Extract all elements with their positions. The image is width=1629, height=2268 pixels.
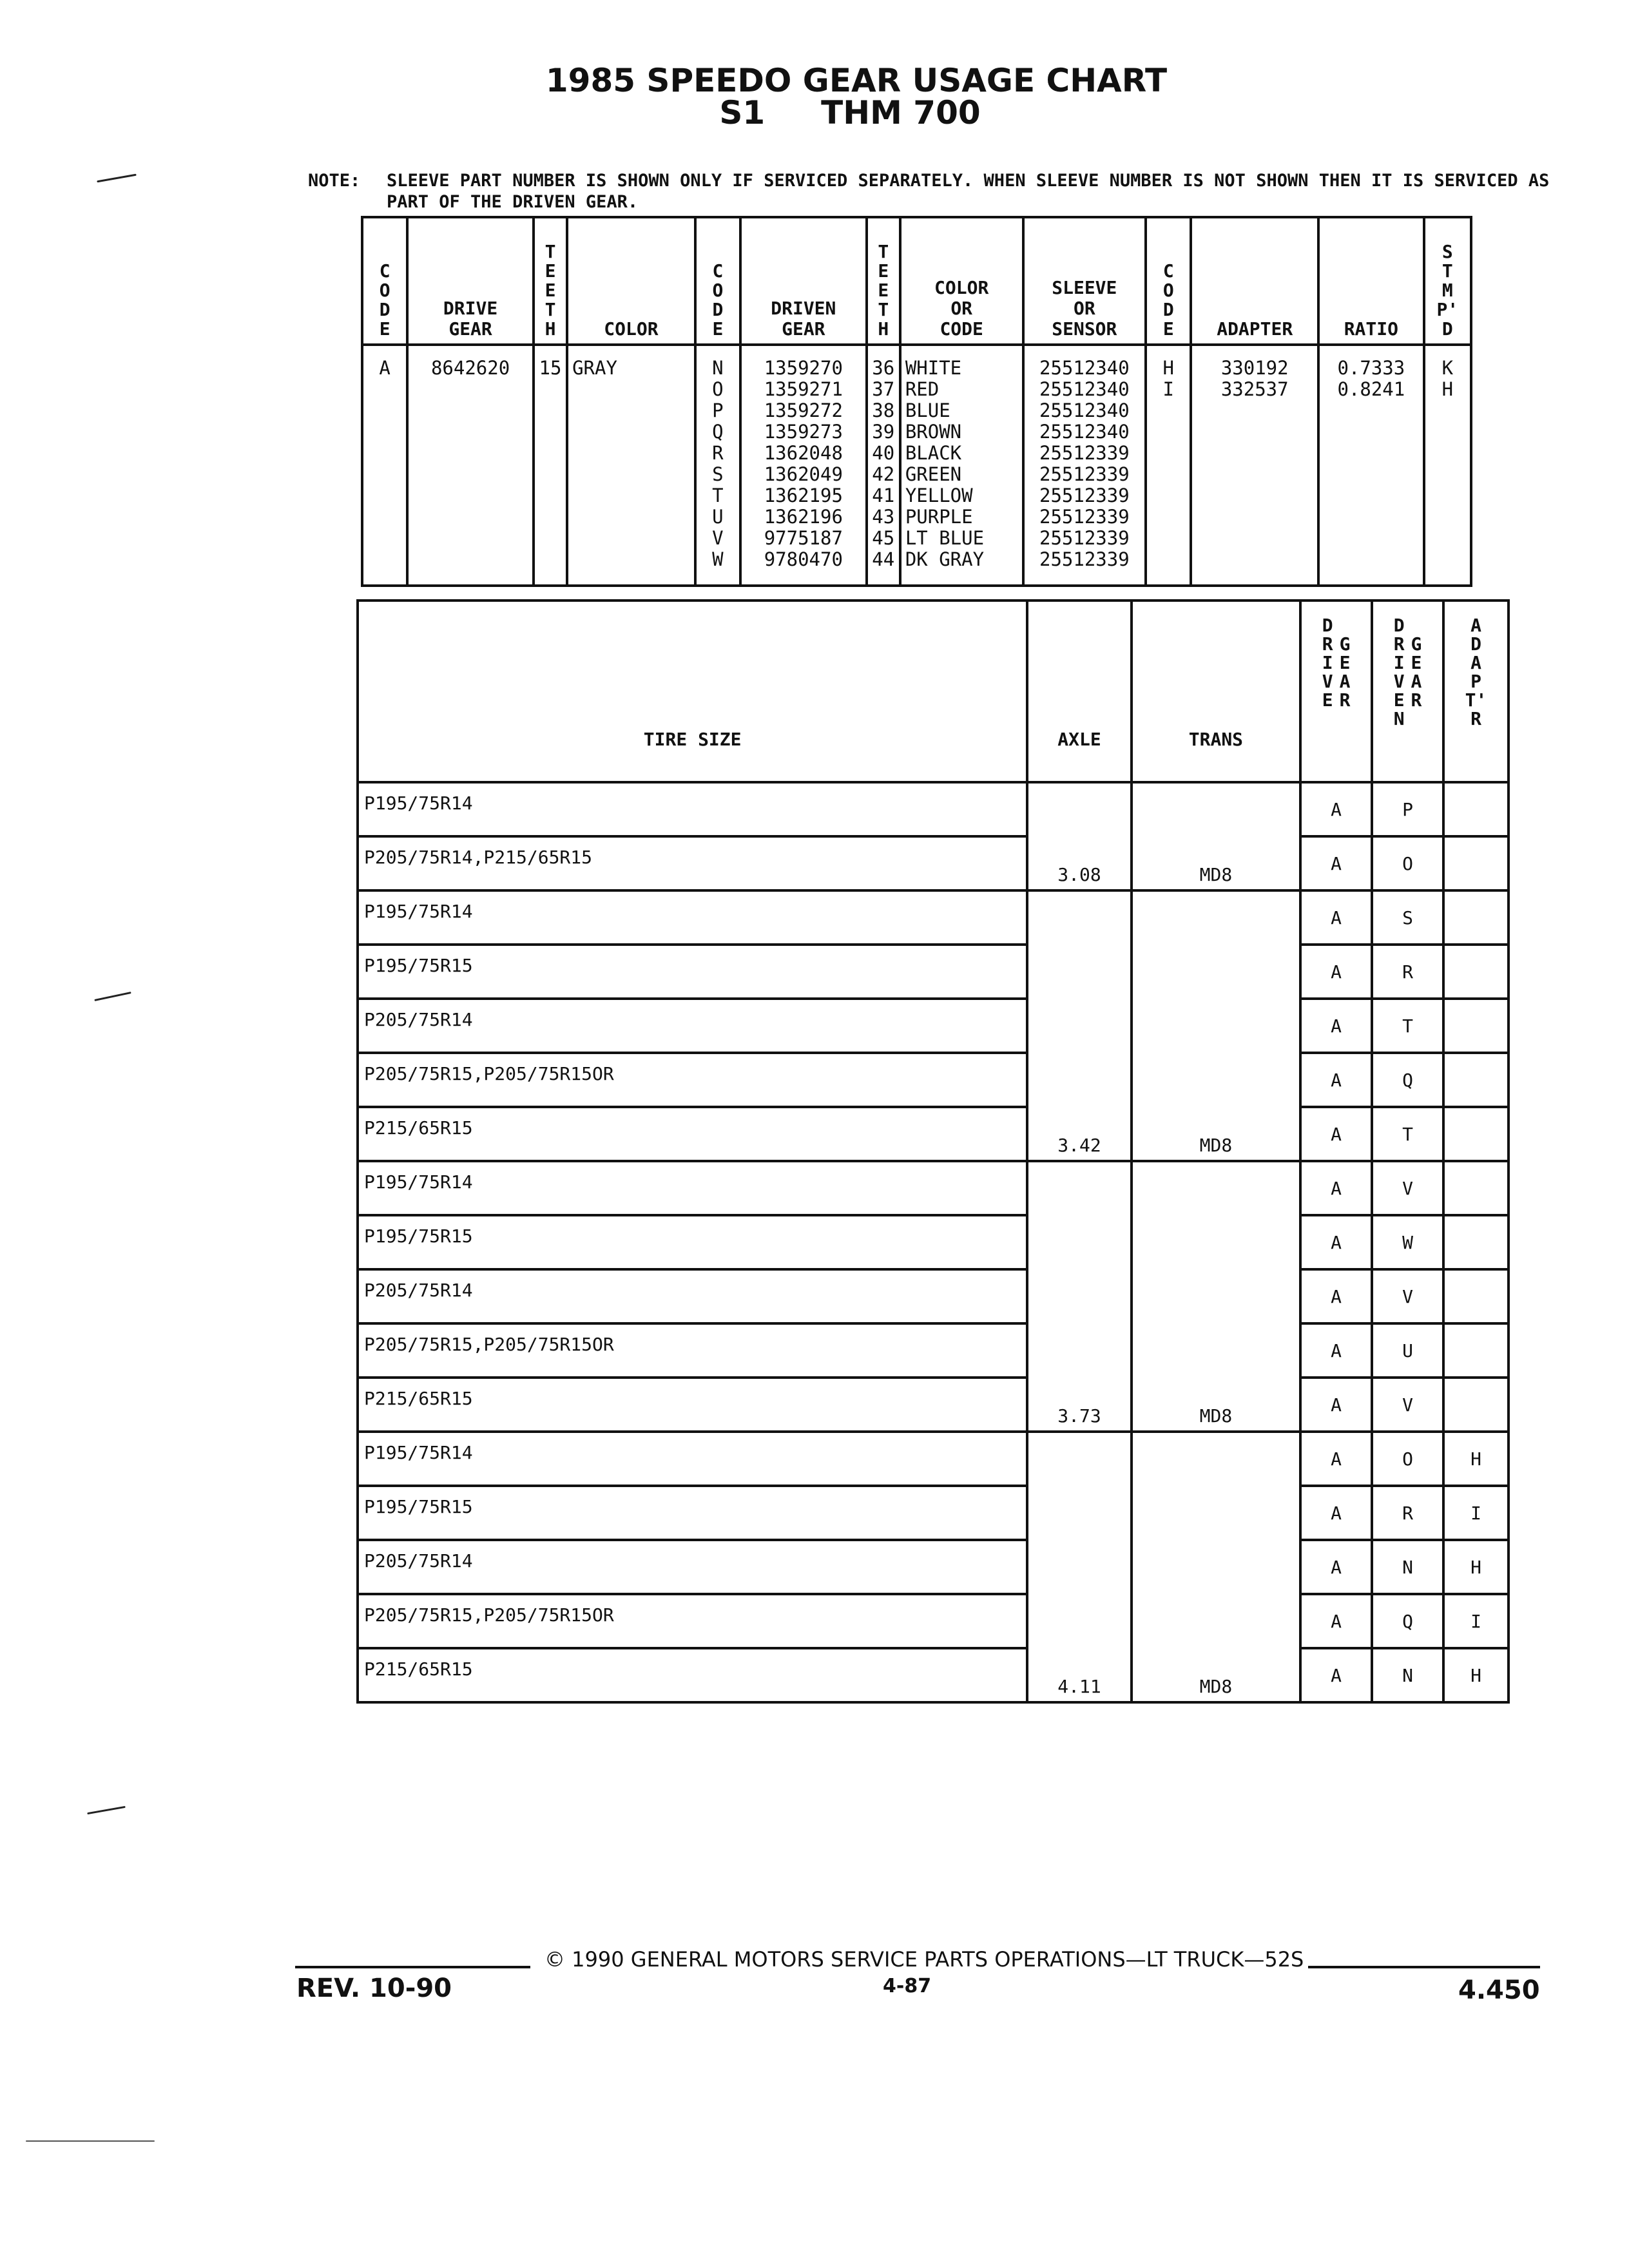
header-letter: OR [1073,298,1095,319]
header-teeth-driven [867,217,900,345]
drive-gear-cell: A [1300,1161,1372,1215]
header-tire-size: TIRE SIZE [358,601,1027,782]
driven-gear-value: W [712,548,724,570]
driven-gear-value: 44 [872,548,895,570]
adapter-ratios [1318,345,1424,586]
driven-gear-value: 9780470 [764,548,843,570]
header-letter: E [545,280,556,301]
scan-edge-mark [26,2140,155,2142]
trans-cell: MD8 [1132,836,1300,890]
drive-gear-cell: A [1300,1378,1372,1432]
header-letter: R [1339,689,1351,711]
header-letter: T [545,299,556,320]
trans-cell [1132,890,1300,945]
note-label: NOTE: [308,171,361,191]
adapter-value: 332537 [1220,378,1289,400]
driven-gear-value: 1359273 [764,421,843,443]
header-letter: E [545,260,556,282]
header-letter: D [379,299,390,320]
driven-gear-value: 41 [872,485,895,506]
header-letter: T [878,299,889,320]
header-letter: A [1470,652,1481,673]
driven-gear-cell: T [1372,1107,1443,1161]
drive-color: GRAY [567,345,695,586]
driven-gear-value: BLACK [905,442,962,464]
adapter-cell: H [1443,1432,1509,1486]
header-letter: GEAR [782,318,825,340]
driven-gear-cell: U [1372,1323,1443,1378]
driven-gear-value: GREEN [905,463,962,485]
tire-size-cell: P205/75R15,P205/75R15OR [358,1594,1027,1648]
trans-cell [1132,1432,1300,1486]
tire-size-cell: P205/75R14 [358,1540,1027,1594]
table-row [358,1107,1509,1161]
header-letter: R [1393,633,1405,655]
axle-cell: 3.08 [1027,836,1131,890]
tire-size-cell: P195/75R14 [358,1432,1027,1486]
header-letter: P [1470,671,1481,692]
drive-gear-cell: A [1300,1323,1372,1378]
trans-cell [1132,1323,1300,1378]
drive-gear-cell: A [1300,1594,1372,1648]
header-driven-gear [740,217,867,345]
driven-gear-cell: N [1372,1540,1443,1594]
trans-cell: MD8 [1132,1107,1300,1161]
adapter-value: 0.7333 [1337,357,1405,379]
driven-gear-cell: S [1372,890,1443,945]
adapter-cell: I [1443,1486,1509,1540]
driven-gear-value: U [712,506,724,528]
adapter-value: H [1441,378,1454,400]
page-subtitle: S1 THM 700 [719,94,981,131]
adapter-cell [1443,1269,1509,1323]
header-letter: E [379,318,390,340]
driven-gear-value: N [712,357,724,379]
adapter-cell: H [1443,1540,1509,1594]
header-letter: D [1393,615,1405,636]
header-letter: D [1322,615,1333,636]
driven-gear-value: DK GRAY [905,548,985,570]
header-letter: D [712,299,724,320]
tire-size-cell: P215/65R15 [358,1378,1027,1432]
axle-cell: 3.42 [1027,1107,1131,1161]
note-text: SLEEVE PART NUMBER IS SHOWN ONLY IF SERVICED SEPARATELY. WHEN SLEEVE NUMBER IS NOT SHOWN THEN IT IS SERVICED AS PART OF THE DRIVEN GEAR. [387,171,1550,212]
adapter-cell [1443,836,1509,890]
header-letter: G [1339,633,1351,655]
driven-gear-value: 43 [872,506,895,528]
driven-gear-value: 40 [872,442,895,464]
driven-gear-value: 25512340 [1039,357,1130,379]
drive-gear-cell: A [1300,945,1372,999]
adapter-cell [1443,1053,1509,1107]
drive-code: A [362,345,407,586]
driven-gear-value: 45 [872,527,895,549]
table-row [358,1540,1509,1594]
driven-gear-value: 25512339 [1039,485,1130,506]
header-letter: O [1162,280,1174,301]
drive-gear-cell: A [1300,1269,1372,1323]
header-letter: P' [1436,299,1459,320]
driven-gear-value: 38 [872,399,895,421]
drive-gear-cell: A [1300,782,1372,836]
driven-gear-value: Q [712,421,724,443]
header-trans: TRANS [1132,601,1300,782]
tire-size-cell: P215/65R15 [358,1648,1027,1702]
header-letter: T [545,241,556,262]
tire-size-cell: P205/75R14 [358,1269,1027,1323]
adapter-codes [1146,345,1191,586]
driven-gear-value: P [712,399,724,421]
drive-gear-cell: A [1300,836,1372,890]
header-letter: I [1393,652,1405,673]
axle-cell [1027,1540,1131,1594]
driven-gear-cell: V [1372,1378,1443,1432]
driven-gear-value: 1362048 [764,442,843,464]
driven-gear-cell: O [1372,1432,1443,1486]
drive-gear-cell: A [1300,1053,1372,1107]
driven-gear-value: S [712,463,724,485]
tire-size-cell: P215/65R15 [358,1107,1027,1161]
driven-gear-value: 1359271 [764,378,843,400]
trans-cell [1132,1269,1300,1323]
driven-gear-value: 1359270 [764,357,843,379]
driven-gear-value: BLUE [905,399,950,421]
driven-gear-cell: O [1372,836,1443,890]
driven-gear-value: O [712,378,724,400]
header-letter: E [1322,689,1333,711]
adapter-cell [1443,1161,1509,1215]
axle-cell [1027,1161,1131,1215]
driven-gear-cell: R [1372,1486,1443,1540]
header-letter: V [1322,671,1333,692]
header-letter: D [1162,299,1174,320]
header-letter: H [545,318,556,340]
adapter-cell: H [1443,1648,1509,1702]
axle-cell [1027,1486,1131,1540]
header-letter: O [712,280,724,301]
footer-revision: REV. 10-90 [296,1974,452,2003]
page-title: 1985 SPEEDO GEAR USAGE CHART [545,62,1168,99]
table-row [358,890,1509,945]
driven-gear-value: WHITE [905,357,962,379]
tire-size-cell: P195/75R14 [358,1161,1027,1215]
header-teeth [534,217,567,345]
adapter-value: 330192 [1220,357,1289,379]
tire-size-cell: P195/75R15 [358,945,1027,999]
drive-gear-cell: A [1300,890,1372,945]
driven-gear-value: RED [905,378,940,400]
footer-section-number: 4.450 [1458,1975,1540,2005]
table-row [358,1323,1509,1378]
table-row [358,1432,1509,1486]
driven-gear-value: 1362196 [764,506,843,528]
header-letter: A [1470,615,1481,636]
header-letter: T [1441,260,1453,282]
header-letter: E [878,280,889,301]
drive-gear-cell: A [1300,1215,1372,1269]
trans-cell [1132,1161,1300,1215]
header-stmpd [1424,217,1471,345]
adapter-cell [1443,1378,1509,1432]
table-row [358,1215,1509,1269]
adapter-cell [1443,890,1509,945]
header-letter: R [1411,689,1422,711]
axle-cell [1027,945,1131,999]
driven-gear-cell: Q [1372,1053,1443,1107]
adapter-value: K [1441,357,1454,379]
header-adapter-usage [1443,601,1509,782]
driven-gear-value: R [712,442,724,464]
table-row [358,945,1509,999]
header-letter: E [1162,318,1174,340]
binder-hole-mark [94,992,131,1001]
trans-cell [1132,999,1300,1053]
tire-size-cell: P205/75R14 [358,999,1027,1053]
driven-gear-value: YELLOW [905,485,973,506]
drive-gear-cell: A [1300,1648,1372,1702]
header-letter: E [878,260,889,282]
header-letter: A [1411,671,1422,692]
table-row [358,1486,1509,1540]
driven-sleeves [1023,345,1146,586]
driven-gear-cell: W [1372,1215,1443,1269]
footer-rule-right [1308,1966,1540,1968]
adapter-value: 0.8241 [1337,378,1405,400]
binder-hole-mark [97,174,137,183]
driven-gear-value: V [712,527,724,549]
driven-codes [695,345,740,586]
driven-gear-value: LT BLUE [905,527,985,549]
trans-cell [1132,1486,1300,1540]
driven-gear-value: 25512340 [1039,421,1130,443]
header-adapter: ADAPTER [1191,217,1318,345]
axle-cell [1027,999,1131,1053]
axle-cell [1027,1215,1131,1269]
drive-gear-cell: A [1300,1432,1372,1486]
driven-gear-value: 1362195 [764,485,843,506]
header-letter: E [1411,652,1422,673]
header-color: COLOR [567,217,695,345]
header-code-adapter [1146,217,1191,345]
driven-gear-value: 25512339 [1039,527,1130,549]
adapter-cell [1443,945,1509,999]
header-letter: I [1322,652,1333,673]
driven-gear-value: 9775187 [764,527,843,549]
header-letter: E [712,318,724,340]
tire-usage-table [356,599,1510,1704]
header-letter: C [1162,260,1174,282]
driven-gear-value: 39 [872,421,895,443]
table-row [358,1594,1509,1648]
adapter-cell [1443,782,1509,836]
binder-hole-mark [87,1806,126,1814]
header-letter: R [1322,633,1333,655]
tire-size-cell: P195/75R15 [358,1215,1027,1269]
header-letter: T [878,241,889,262]
driven-gear-cell: Q [1372,1594,1443,1648]
adapter-cell [1443,1323,1509,1378]
header-letter: SLEEVE [1052,277,1117,298]
trans-cell [1132,945,1300,999]
header-letter: R [1470,708,1481,729]
adapter-value: H [1162,357,1174,379]
driven-gear-value: 25512340 [1039,378,1130,400]
adapter-parts [1191,345,1318,586]
driven-parts [740,345,867,586]
header-drive-gear-usage [1300,601,1372,782]
header-code-driven [695,217,740,345]
trans-cell: MD8 [1132,1648,1300,1702]
header-driven-gear-usage [1372,601,1443,782]
header-letter: V [1393,671,1405,692]
table-row [358,1161,1509,1215]
header-letter: COLOR [934,277,989,298]
header-letter: D [1470,633,1481,655]
header-letter: D [1441,318,1453,340]
header-code [362,217,407,345]
driven-gear-value: 25512339 [1039,442,1130,464]
tire-size-cell: P205/75R14,P215/65R15 [358,836,1027,890]
trans-cell [1132,1594,1300,1648]
driven-gear-value: 1359272 [764,399,843,421]
table-row [358,1053,1509,1107]
header-letter: N [1393,708,1405,729]
driven-gear-value: 25512339 [1039,463,1130,485]
header-letter: S [1441,241,1453,262]
drive-gear-cell: A [1300,1540,1372,1594]
header-color-or-code [900,217,1023,345]
header-letter: SENSOR [1052,318,1117,340]
trans-cell [1132,1540,1300,1594]
driven-gear-cell: V [1372,1161,1443,1215]
driven-teeth [867,345,900,586]
axle-cell [1027,782,1131,836]
header-letter: CODE [940,318,983,340]
tire-size-cell: P205/75R15,P205/75R15OR [358,1053,1027,1107]
header-letter: DRIVE [443,298,498,319]
adapter-cell: I [1443,1594,1509,1648]
adapter-stmpd [1424,345,1471,586]
trans-cell: MD8 [1132,1378,1300,1432]
table-row [358,1648,1509,1702]
tire-size-cell: P195/75R14 [358,782,1027,836]
axle-cell: 4.11 [1027,1648,1131,1702]
driven-gear-cell: R [1372,945,1443,999]
drive-gear-part: 8642620 [407,345,534,586]
driven-gear-value: PURPLE [905,506,973,528]
header-letter: M [1441,280,1453,301]
drive-teeth: 15 [534,345,567,586]
header-letter: GEAR [448,318,492,340]
tire-size-cell: P195/75R15 [358,1486,1027,1540]
driven-gear-value: 42 [872,463,895,485]
axle-cell [1027,1269,1131,1323]
header-axle: AXLE [1027,601,1131,782]
axle-cell [1027,890,1131,945]
tire-size-cell: P195/75R14 [358,890,1027,945]
header-letter: C [379,260,390,282]
driven-colors [900,345,1023,586]
axle-cell [1027,1594,1131,1648]
axle-cell [1027,1432,1131,1486]
footer-rule-left [295,1966,530,1968]
driven-gear-value: 37 [872,378,895,400]
footer-copyright: © 1990 GENERAL MOTORS SERVICE PARTS OPERATIONS—LT TRUCK—52S [545,1947,1304,1972]
drive-gear-cell: A [1300,1107,1372,1161]
driven-gear-value: 25512340 [1039,399,1130,421]
drive-gear-cell: A [1300,999,1372,1053]
drive-gear-cell: A [1300,1486,1372,1540]
driven-gear-value: T [712,485,724,506]
header-sleeve-or-sensor [1023,217,1146,345]
header-letter: H [878,318,889,340]
header-letter: OR [950,298,973,319]
adapter-value: I [1162,378,1174,400]
driven-gear-cell: T [1372,999,1443,1053]
header-letter: T' [1465,689,1487,711]
table-row [358,1269,1509,1323]
header-drive-gear [407,217,534,345]
driven-gear-value: BROWN [905,421,962,443]
header-ratio: RATIO [1318,217,1424,345]
header-letter: O [379,280,390,301]
header-letter: E [1393,689,1405,711]
table-row [358,836,1509,890]
driven-gear-cell: V [1372,1269,1443,1323]
header-letter: G [1411,633,1422,655]
tire-size-cell: P205/75R15,P205/75R15OR [358,1323,1027,1378]
footer-page-number: 4-87 [883,1975,932,1997]
table-row [358,1378,1509,1432]
driven-gear-value: 25512339 [1039,506,1130,528]
driven-gear-value: 25512339 [1039,548,1130,570]
table-row [358,782,1509,836]
table-row [358,999,1509,1053]
axle-cell: 3.73 [1027,1378,1131,1432]
driven-gear-value: 1362049 [764,463,843,485]
adapter-cell [1443,999,1509,1053]
trans-cell [1132,1215,1300,1269]
header-letter: DRIVEN [771,298,836,319]
axle-cell [1027,1053,1131,1107]
header-letter: E [1339,652,1351,673]
adapter-cell [1443,1107,1509,1161]
adapter-cell [1443,1215,1509,1269]
driven-gear-value: 36 [872,357,895,379]
axle-cell [1027,1323,1131,1378]
trans-cell [1132,1053,1300,1107]
speedo-gear-table [361,216,1472,587]
header-letter: C [712,260,724,282]
trans-cell [1132,782,1300,836]
header-letter: A [1339,671,1351,692]
driven-gear-cell: P [1372,782,1443,836]
driven-gear-cell: N [1372,1648,1443,1702]
